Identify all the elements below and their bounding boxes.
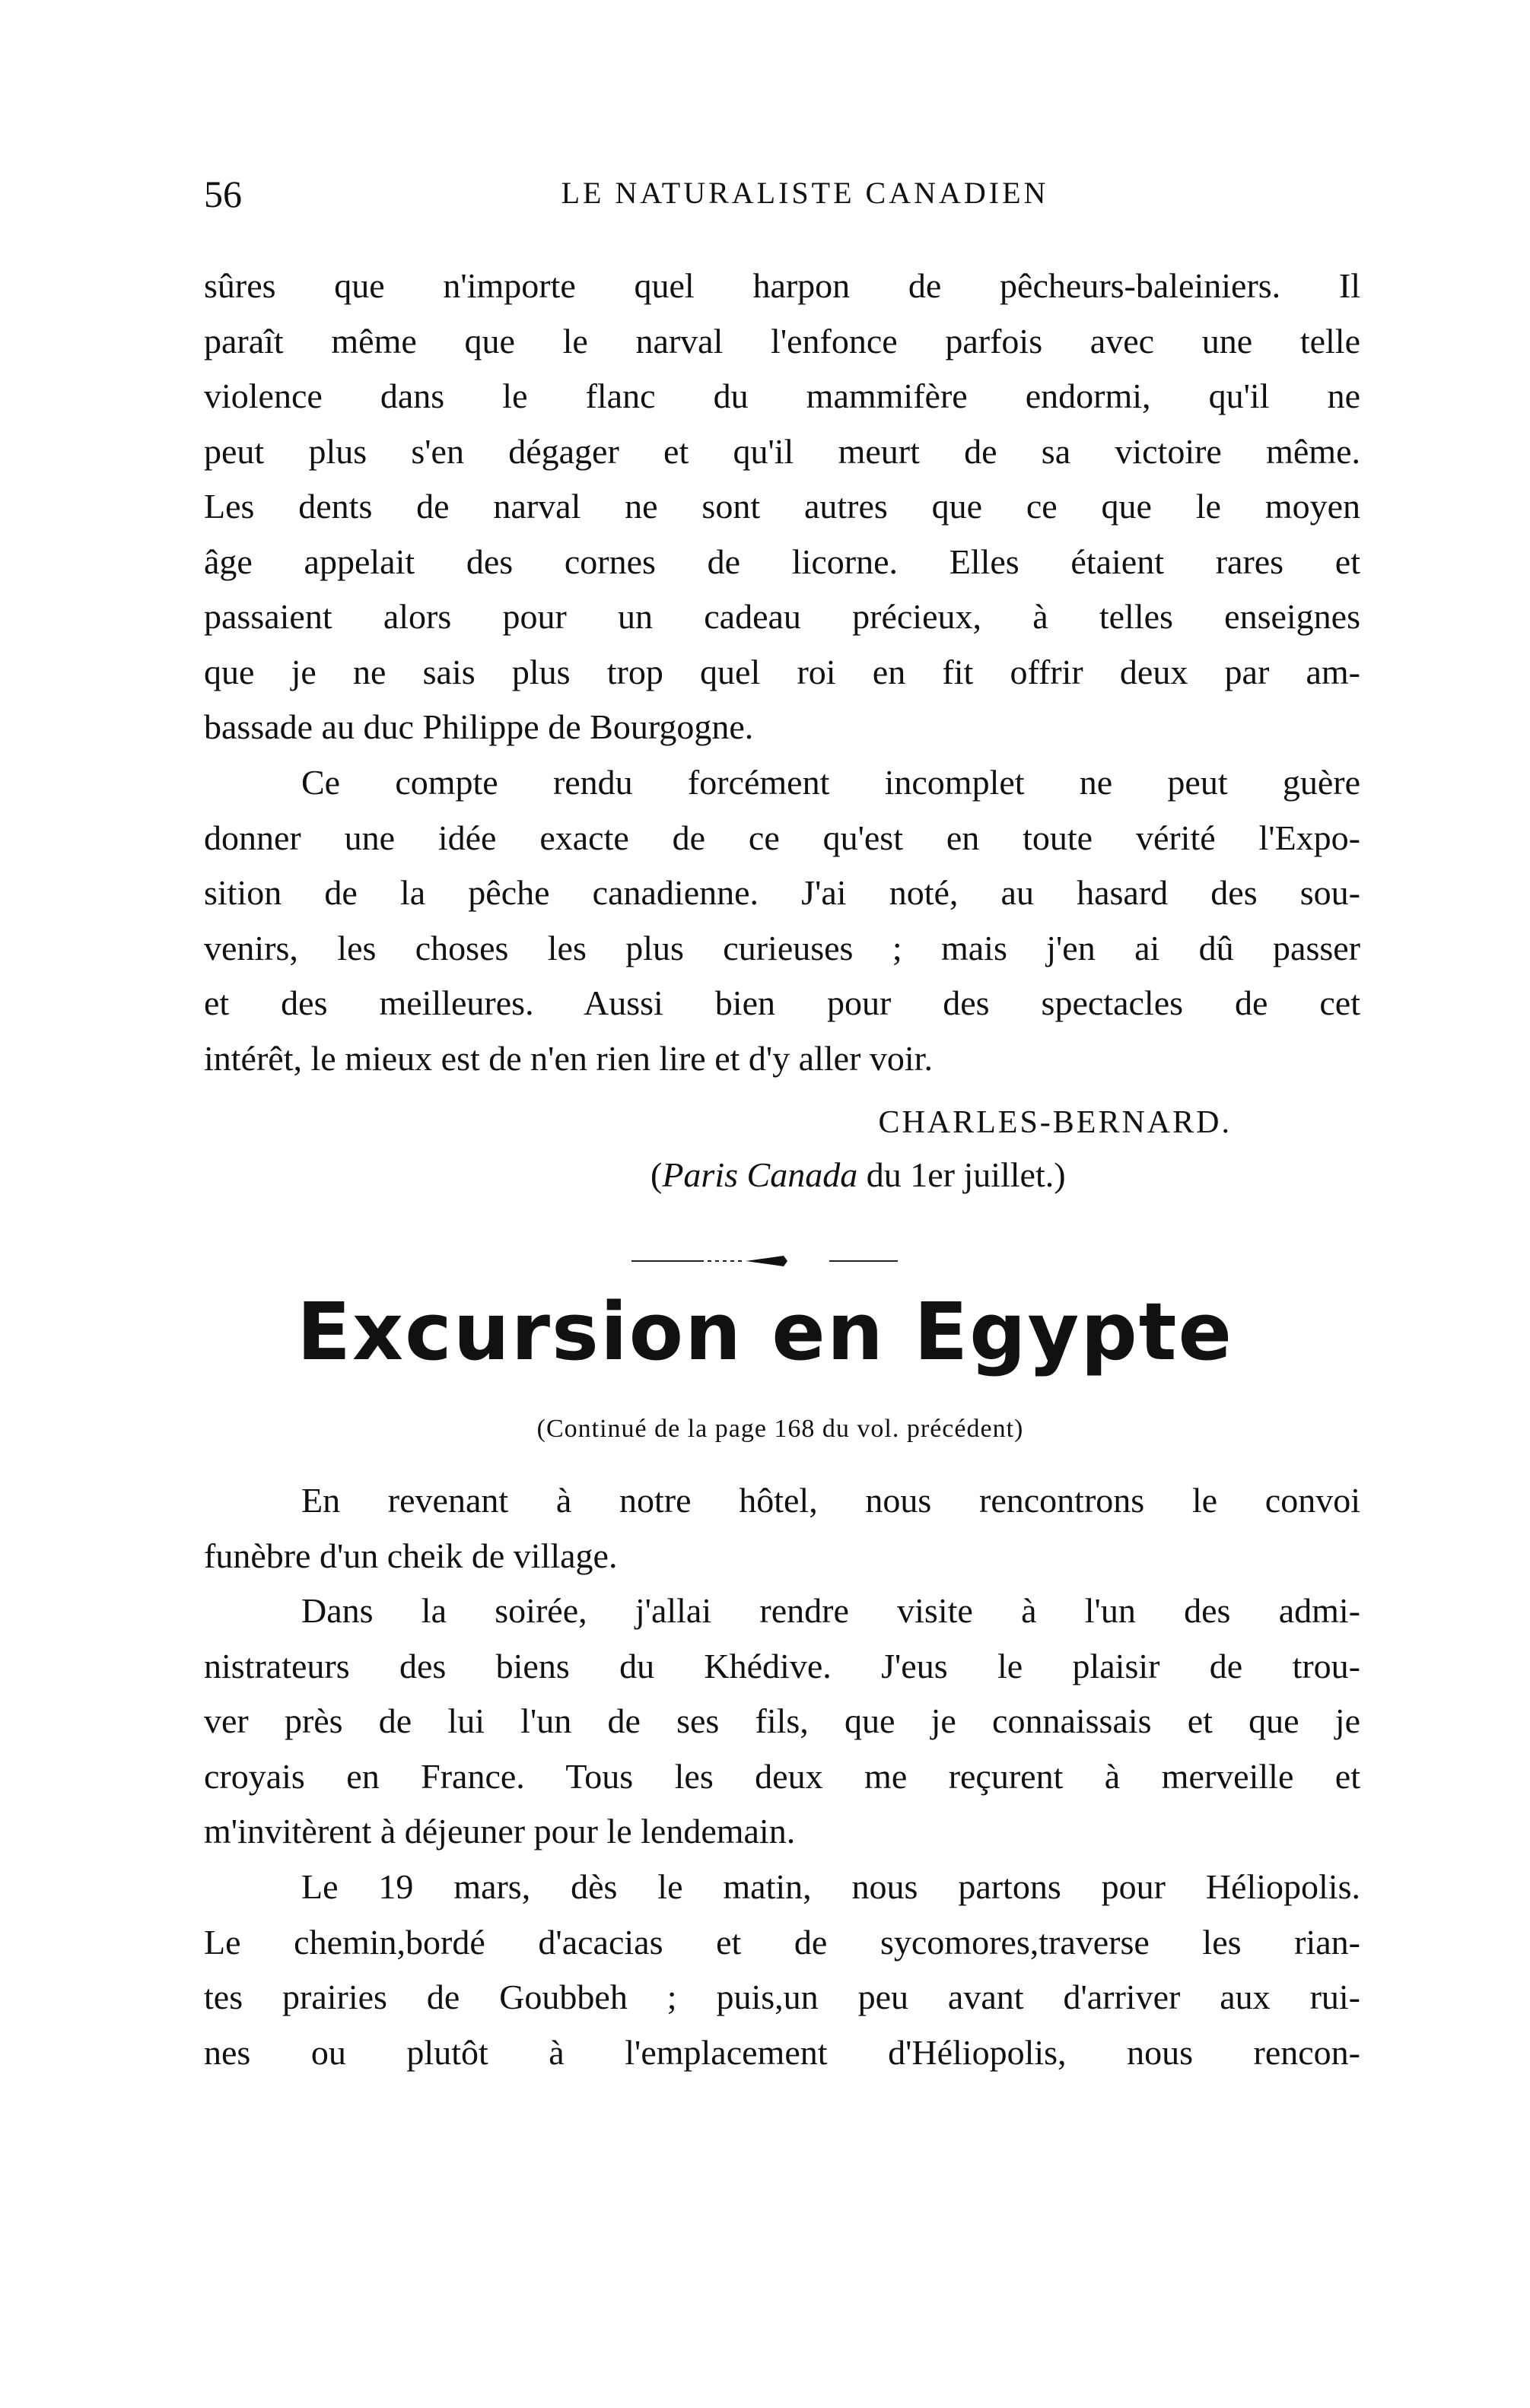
paragraph-line: passaient alors pour un cadeau précieux, à telles enseignes (204, 597, 1360, 636)
paragraph-line: nes ou plutôt à l'emplacement d'Héliopolis, nous rencon- (204, 2032, 1360, 2072)
paragraph-line: et des meilleures. Aussi bien pour des spectacles de cet (204, 983, 1360, 1022)
journal-title: LE NATURALISTE CANADIEN (561, 176, 1049, 210)
section-divider-ornament (631, 1253, 898, 1269)
paragraph-line: Dans la soirée, j'allai rendre visite à l'un des admi- (301, 1591, 1360, 1630)
article1-paragraph-1 (204, 259, 1360, 755)
source-citation (650, 1155, 1066, 1195)
page-number: 56 (204, 173, 242, 215)
section-title: Excursion en Egypte (296, 1285, 1234, 1378)
paragraph-line: donner une idée exacte de ce qu'est en toute vérité l'Expo- (204, 818, 1360, 857)
source-open: ( (650, 1155, 663, 1194)
paragraph-line: sûres que n'importe quel harpon de pêcheurs-baleiniers. Il (204, 266, 1360, 305)
article1-paragraph-2 (204, 755, 1360, 1086)
paragraph-line: que je ne sais plus trop quel roi en fit offrir deux par am- (204, 652, 1360, 691)
paragraph-line: âge appelait des cornes de licorne. Elles étaient rares et (204, 542, 1360, 581)
paragraph-line: funèbre d'un cheik de village. (204, 1536, 618, 1575)
paragraph-line: peut plus s'en dégager et qu'il meurt de sa victoire même. (204, 431, 1360, 471)
paragraph-line: Le 19 mars, dès le matin, nous partons pour Héliopolis. (301, 1867, 1360, 1906)
paragraph-line: bassade au duc Philippe de Bourgogne. (204, 707, 754, 746)
running-head (204, 172, 1360, 225)
paragraph-line: croyais en France. Tous les deux me reçurent à merveille et (204, 1756, 1360, 1796)
paragraph-line: m'invitèrent à déjeuner pour le lendemain. (204, 1812, 796, 1850)
paragraph-line: intérêt, le mieux est de n'en rien lire et d'y aller voir. (204, 1038, 933, 1078)
paragraph-line: Les dents de narval ne sont autres que ce que le moyen (204, 487, 1360, 526)
paragraph-line: venirs, les choses les plus curieuses ; mais j'en ai dû passer (204, 928, 1360, 967)
paragraph-line: violence dans le flanc du mammifère endormi, qu'il ne (204, 376, 1360, 415)
paragraph-line: Ce compte rendu forcément incomplet ne peut guère (301, 763, 1360, 802)
article2-paragraph-3 (204, 1860, 1360, 2080)
source-title: Paris Canada (662, 1155, 858, 1194)
paragraph-line: ver près de lui l'un de ses fils, que je connaissais et que je (204, 1701, 1360, 1740)
paragraph-line: En revenant à notre hôtel, nous rencontrons le convoi (301, 1481, 1360, 1520)
author-signature: CHARLES-BERNARD. (878, 1105, 1232, 1140)
source-date: du 1er juillet.) (857, 1155, 1066, 1194)
paragraph-line: sition de la pêche canadienne. J'ai noté, au hasard des sou- (204, 873, 1360, 912)
paragraph-line: paraît même que le narval l'enfonce parfois avec une telle (204, 321, 1360, 361)
section-subtitle: (Continué de la page 168 du vol. précédent) (536, 1415, 1024, 1443)
article2-paragraph-2 (204, 1584, 1360, 1860)
paragraph-line: Le chemin,bordé d'acacias et de sycomores,traverse les rian- (204, 1922, 1360, 1962)
article2-paragraph-1 (204, 1473, 1360, 1584)
paragraph-line: tes prairies de Goubbeh ; puis,un peu avant d'arriver aux rui- (204, 1978, 1360, 2016)
paragraph-line: nistrateurs des biens du Khédive. J'eus le plaisir de trou- (204, 1646, 1360, 1685)
